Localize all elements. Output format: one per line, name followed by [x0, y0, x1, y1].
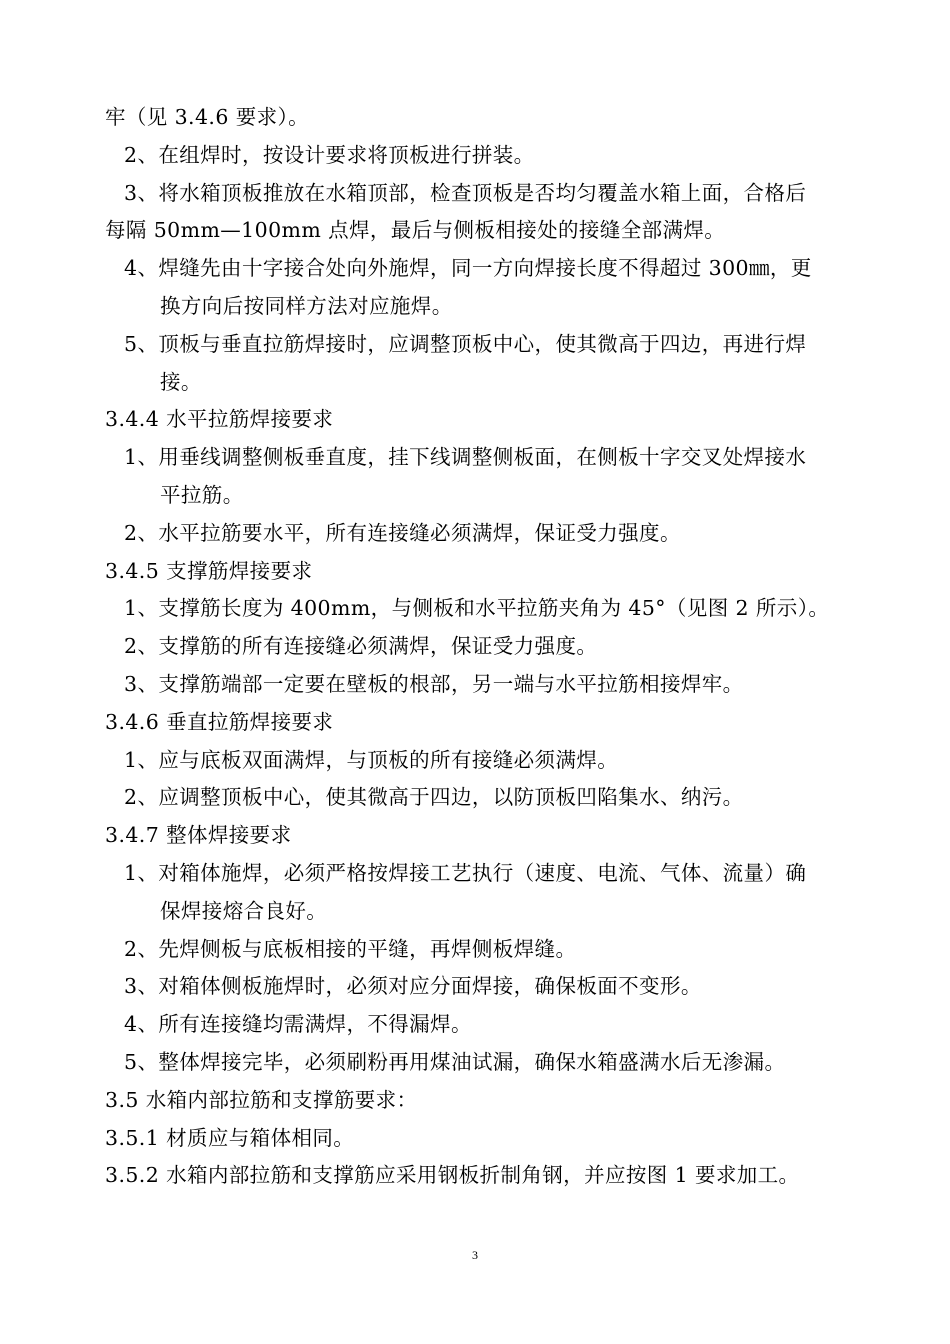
text-line: 接。 — [160, 370, 202, 394]
text-line: 1、应与底板双面满焊，与顶板的所有接缝必须满焊。 — [124, 748, 619, 772]
text-line: 5、顶板与垂直拉筋焊接时，应调整顶板中心，使其微高于四边，再进行焊 — [124, 332, 807, 356]
page-number: 3 — [472, 1248, 478, 1262]
text-line: 3、对箱体侧板施焊时，必须对应分面焊接，确保板面不变形。 — [124, 974, 702, 998]
text-line: 换方向后按同样方法对应施焊。 — [160, 294, 453, 318]
text-line: 4、焊缝先由十字接合处向外施焊，同一方向焊接长度不得超过 300㎜，更 — [124, 256, 812, 280]
text-line: 2、水平拉筋要水平，所有连接缝必须满焊，保证受力强度。 — [124, 521, 681, 545]
text-line: 3.4.7 整体焊接要求 — [105, 823, 292, 847]
text-line: 1、对箱体施焊，必须严格按焊接工艺执行（速度、电流、气体、流量）确 — [124, 861, 807, 885]
text-line: 5、整体焊接完毕，必须刷粉再用煤油试漏，确保水箱盛满水后无渗漏。 — [124, 1050, 786, 1074]
text-line: 3.5.2 水箱内部拉筋和支撑筋应采用钢板折制角钢，并应按图 1 要求加工。 — [105, 1163, 800, 1187]
text-line: 平拉筋。 — [160, 483, 244, 507]
text-line: 3、将水箱顶板推放在水箱顶部，检查顶板是否均匀覆盖水箱上面，合格后 — [124, 181, 807, 205]
text-line: 每隔 50mm—100mm 点焊，最后与侧板相接处的接缝全部满焊。 — [105, 218, 726, 242]
text-line: 3.4.6 垂直拉筋焊接要求 — [105, 710, 334, 734]
text-line: 保焊接熔合良好。 — [160, 899, 328, 923]
text-line: 2、支撑筋的所有连接缝必须满焊，保证受力强度。 — [124, 634, 598, 658]
text-line: 3、支撑筋端部一定要在壁板的根部，另一端与水平拉筋相接焊牢。 — [124, 672, 744, 696]
text-line: 3.5 水箱内部拉筋和支撑筋要求： — [105, 1088, 418, 1112]
text-line: 1、支撑筋长度为 400mm，与侧板和水平拉筋夹角为 45°（见图 2 所示）。 — [124, 596, 830, 620]
text-line: 4、所有连接缝均需满焊，不得漏焊。 — [124, 1012, 472, 1036]
text-line: 2、应调整顶板中心，使其微高于四边，以防顶板凹陷集水、纳污。 — [124, 785, 744, 809]
text-line: 3.4.5 支撑筋焊接要求 — [105, 559, 313, 583]
text-line: 3.4.4 水平拉筋焊接要求 — [105, 407, 334, 431]
text-line: 牢（见 3.4.6 要求）。 — [105, 105, 310, 129]
text-line: 2、先焊侧板与底板相接的平缝，再焊侧板焊缝。 — [124, 937, 577, 961]
text-line: 2、在组焊时，按设计要求将顶板进行拼装。 — [124, 143, 535, 167]
text-line: 3.5.1 材质应与箱体相同。 — [105, 1126, 355, 1150]
text-line: 1、用垂线调整侧板垂直度，挂下线调整侧板面，在侧板十字交叉处焊接水 — [124, 445, 807, 469]
